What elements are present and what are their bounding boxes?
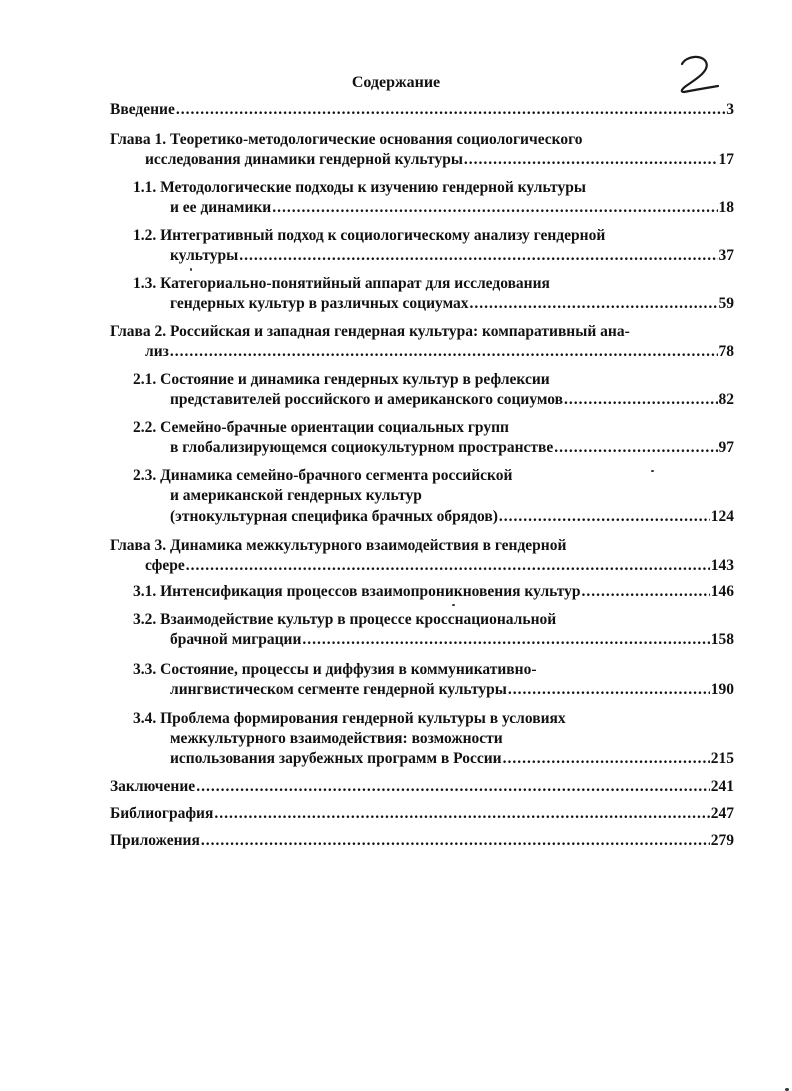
toc-entry-chapter-3[interactable]: сфере ..... 143 xyxy=(145,556,734,576)
leader-dots xyxy=(196,777,710,797)
leader-dots xyxy=(239,246,717,266)
leader-dots xyxy=(508,680,710,700)
leader-dots xyxy=(186,556,710,576)
toc-section-2-1-line-1[interactable]: 2.1. Состояние и динамика гендерных культур в рефлексии xyxy=(133,371,550,388)
toc-entry-section-3-1[interactable]: 3.1. Интенсификация процессов взаимопроникновения культур ..... 146 xyxy=(133,582,734,602)
toc-section-1-2-line-1[interactable]: 1.2. Интегративный подход к социологическому анализу гендерной xyxy=(133,227,606,244)
scan-speck xyxy=(651,470,654,472)
leader-dots xyxy=(214,804,709,824)
toc-chapter-3-line-1[interactable]: Глава 3. Динамика межкультурного взаимодействия в гендерной xyxy=(110,537,567,554)
toc-section-1-1-line-1[interactable]: 1.1. Методологические подходы к изучению гендерной культуры xyxy=(133,179,586,196)
leader-dots xyxy=(201,831,710,851)
scan-speck xyxy=(452,604,455,606)
page-number: 3 xyxy=(726,101,734,118)
toc-entry-section-3-2[interactable]: брачной миграции ..... 158 xyxy=(170,630,734,650)
page-number: 124 xyxy=(710,508,734,525)
page-number: 241 xyxy=(710,778,734,795)
page-number: 158 xyxy=(710,631,734,648)
leader-dots xyxy=(464,150,718,170)
toc-entry-section-2-1[interactable]: представителей российского и американского социумов ..... 82 xyxy=(170,390,734,410)
leader-dots xyxy=(582,582,710,602)
page-number: 59 xyxy=(718,295,734,312)
toc-section-2-3-line-1[interactable]: 2.3. Динамика семейно-брачного сегмента российской xyxy=(133,467,513,484)
leader-dots xyxy=(302,630,709,650)
toc-section-3-3-line-1[interactable]: 3.3. Состояние, процессы и диффузия в коммуникативно- xyxy=(133,661,537,678)
page-number: 247 xyxy=(710,805,734,822)
leader-dots xyxy=(564,390,718,410)
toc-section-1-3-line-1[interactable]: 1.3. Категориально-понятийный аппарат для исследования xyxy=(133,275,550,292)
leader-dots xyxy=(272,198,717,218)
toc-entry-conclusion[interactable]: Заключение ..... 241 xyxy=(110,777,734,797)
page-number: 97 xyxy=(718,439,734,456)
toc-entry-chapter-2[interactable]: лиз ..... 78 xyxy=(145,342,734,362)
toc-section-2-2-line-1[interactable]: 2.2. Семейно-брачные ориентации социальных групп xyxy=(133,419,509,436)
toc-section-3-2-line-1[interactable]: 3.2. Взаимодействие культур в процессе кросснациональной xyxy=(133,611,557,628)
page-number: 146 xyxy=(710,583,734,600)
leader-dots xyxy=(499,507,710,527)
toc-entry-section-3-4[interactable]: использования зарубежных программ в России ..... 215 xyxy=(170,749,734,769)
toc-entry-section-1-1[interactable]: и ее динамики ..... 18 xyxy=(170,198,734,218)
page-number: 143 xyxy=(710,557,734,574)
toc-entry-bibliography[interactable]: Библиография ..... 247 xyxy=(110,804,734,824)
leader-dots xyxy=(470,294,718,314)
toc-entry-section-3-3[interactable]: лингвистическом сегменте гендерной культуры ..... 190 xyxy=(170,680,734,700)
toc-entry-section-1-3[interactable]: гендерных культур в различных социумах ..... 59 xyxy=(170,294,734,314)
toc-entry-section-2-2[interactable]: в глобализирующемся социокультурном пространстве ..... 97 xyxy=(170,438,734,458)
leader-dots xyxy=(554,438,717,458)
leader-dots xyxy=(170,342,718,362)
leader-dots xyxy=(176,100,725,120)
page-number: 78 xyxy=(718,343,734,360)
toc-entry-chapter-1[interactable]: исследования динамики гендерной культуры ..... 17 xyxy=(145,150,734,170)
toc-entry-section-2-3[interactable]: (этнокультурная специфика брачных обрядов) ..... 124 xyxy=(170,507,734,527)
toc-section-3-4-line-2[interactable]: межкультурного взаимодействия: возможности xyxy=(170,730,503,747)
toc-entry-section-1-2[interactable]: культуры ..... 37 xyxy=(170,246,734,266)
toc-entry-appendices[interactable]: Приложения ..... 279 xyxy=(110,831,734,851)
page-number: 215 xyxy=(710,750,734,767)
page-number: 190 xyxy=(710,681,734,698)
toc-section-3-4-line-1[interactable]: 3.4. Проблема формирования гендерной культуры в условиях xyxy=(133,710,566,727)
page-number: 17 xyxy=(718,151,734,168)
page-title: Содержание xyxy=(351,74,441,91)
toc-entry-intro[interactable]: Введение ..... 3 xyxy=(110,100,734,120)
scan-speck xyxy=(190,268,192,271)
leader-dots xyxy=(503,749,710,769)
page-number: 18 xyxy=(718,199,734,216)
toc-chapter-1-line-1[interactable]: Глава 1. Теоретико-методологические основания социологического xyxy=(110,131,583,148)
toc-chapter-2-line-1[interactable]: Глава 2. Российская и западная гендерная культура: компаративный ана- xyxy=(110,323,630,340)
toc-section-2-3-line-2[interactable]: и американской гендерных культур xyxy=(170,487,422,504)
page-number: 37 xyxy=(718,247,734,264)
page-number: 279 xyxy=(710,832,734,849)
page-number: 82 xyxy=(718,391,734,408)
